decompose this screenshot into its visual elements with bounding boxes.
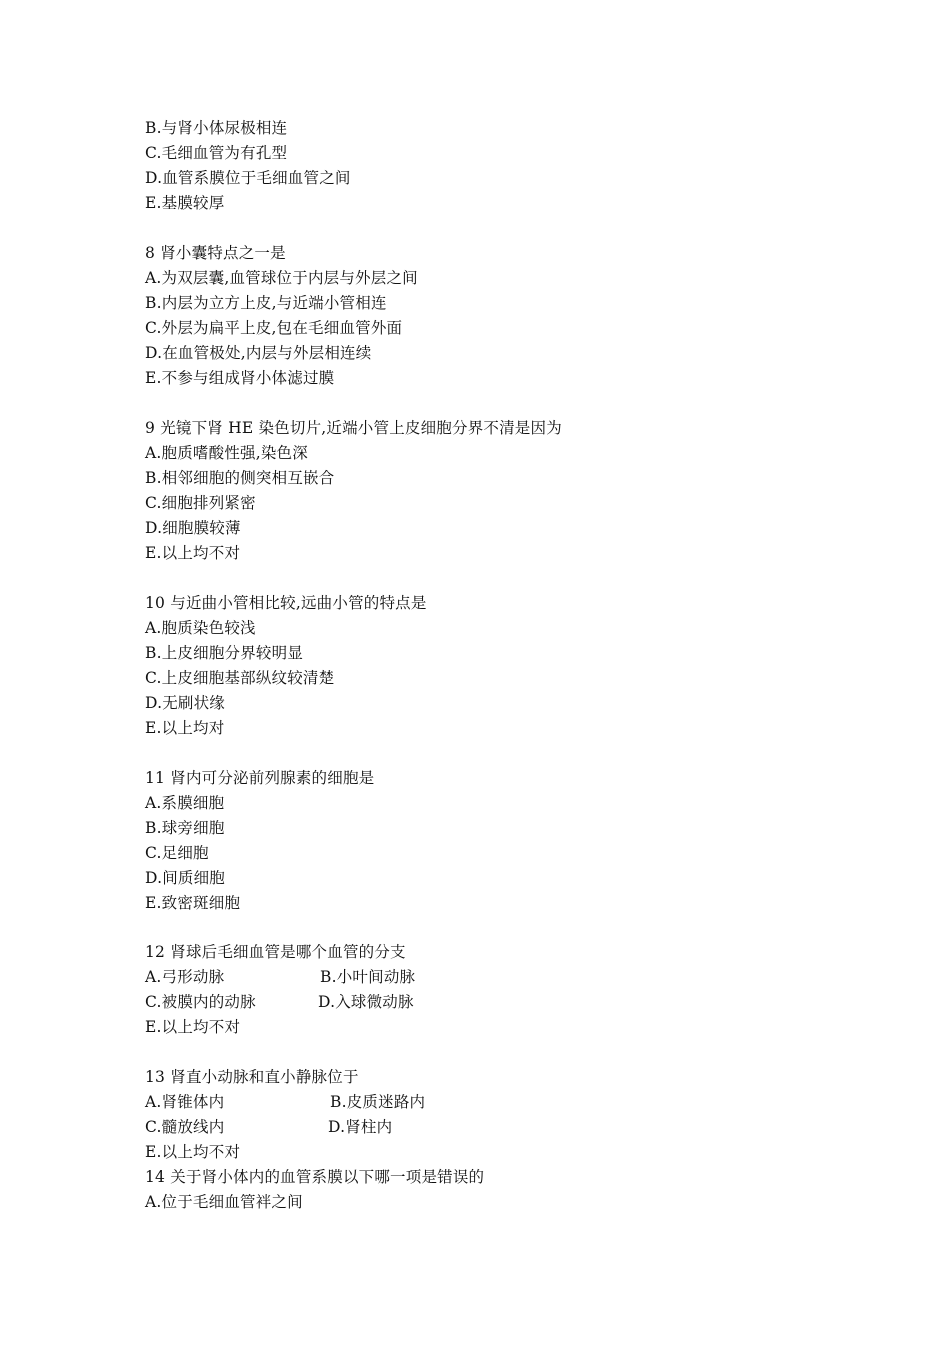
q8-option-d: D.在血管极处,内层与外层相连续: [145, 344, 372, 362]
q12-option-e: E.以上均不对: [145, 1018, 241, 1036]
q9-option-a: A.胞质嗜酸性强,染色深: [145, 444, 308, 462]
q10-option-a: A.胞质染色较浅: [145, 619, 256, 637]
q13-option-b: B.皮质迷路内: [330, 1093, 426, 1111]
q7-option-d: D.血管系膜位于毛细血管之间: [145, 169, 351, 187]
q10-option-b: B.上皮细胞分界较明显: [145, 644, 304, 662]
q11-option-d: D.间质细胞: [145, 869, 226, 887]
q9-stem: 9 光镜下肾 HE 染色切片,近端小管上皮细胞分界不清是因为: [145, 419, 562, 437]
q9-option-e: E.以上均不对: [145, 544, 241, 562]
q14-option-a: A.位于毛细血管袢之间: [145, 1193, 303, 1211]
q12-option-b: B.小叶间动脉: [320, 968, 416, 986]
q13-stem: 13 肾直小动脉和直小静脉位于: [145, 1068, 359, 1086]
q13-option-d: D.肾柱内: [328, 1118, 393, 1136]
q12-option-a: A.弓形动脉: [145, 968, 225, 986]
q10-option-e: E.以上均对: [145, 719, 225, 737]
q8-option-a: A.为双层囊,血管球位于内层与外层之间: [145, 269, 418, 287]
q13-option-e: E.以上均不对: [145, 1143, 241, 1161]
q7-option-e: E.基膜较厚: [145, 194, 225, 212]
q13-option-c: C.髓放线内: [145, 1118, 225, 1136]
q8-option-e: E.不参与组成肾小体滤过膜: [145, 369, 335, 387]
q12-option-c: C.被膜内的动脉: [145, 993, 256, 1011]
q10-stem: 10 与近曲小管相比较,远曲小管的特点是: [145, 594, 427, 612]
q12-option-d: D.入球微动脉: [318, 993, 414, 1011]
q11-option-b: B.球旁细胞: [145, 819, 225, 837]
q13-option-a: A.肾锥体内: [145, 1093, 225, 1111]
q11-option-a: A.系膜细胞: [145, 794, 225, 812]
q7-option-c: C.毛细血管为有孔型: [145, 144, 288, 162]
q9-option-b: B.相邻细胞的侧突相互嵌合: [145, 469, 335, 487]
q14-stem: 14 关于肾小体内的血管系膜以下哪一项是错误的: [145, 1168, 485, 1186]
q11-option-c: C.足细胞: [145, 844, 209, 862]
q10-option-c: C.上皮细胞基部纵纹较清楚: [145, 669, 335, 687]
q8-stem: 8 肾小囊特点之一是: [145, 244, 286, 262]
q11-stem: 11 肾内可分泌前列腺素的细胞是: [145, 769, 375, 787]
q9-option-d: D.细胞膜较薄: [145, 519, 241, 537]
q10-option-d: D.无刷状缘: [145, 694, 226, 712]
q9-option-c: C.细胞排列紧密: [145, 494, 256, 512]
q8-option-c: C.外层为扁平上皮,包在毛细血管外面: [145, 319, 403, 337]
q7-option-b: B.与肾小体尿极相连: [145, 119, 288, 137]
q8-option-b: B.内层为立方上皮,与近端小管相连: [145, 294, 387, 312]
q12-stem: 12 肾球后毛细血管是哪个血管的分支: [145, 943, 406, 961]
q11-option-e: E.致密斑细胞: [145, 894, 241, 912]
